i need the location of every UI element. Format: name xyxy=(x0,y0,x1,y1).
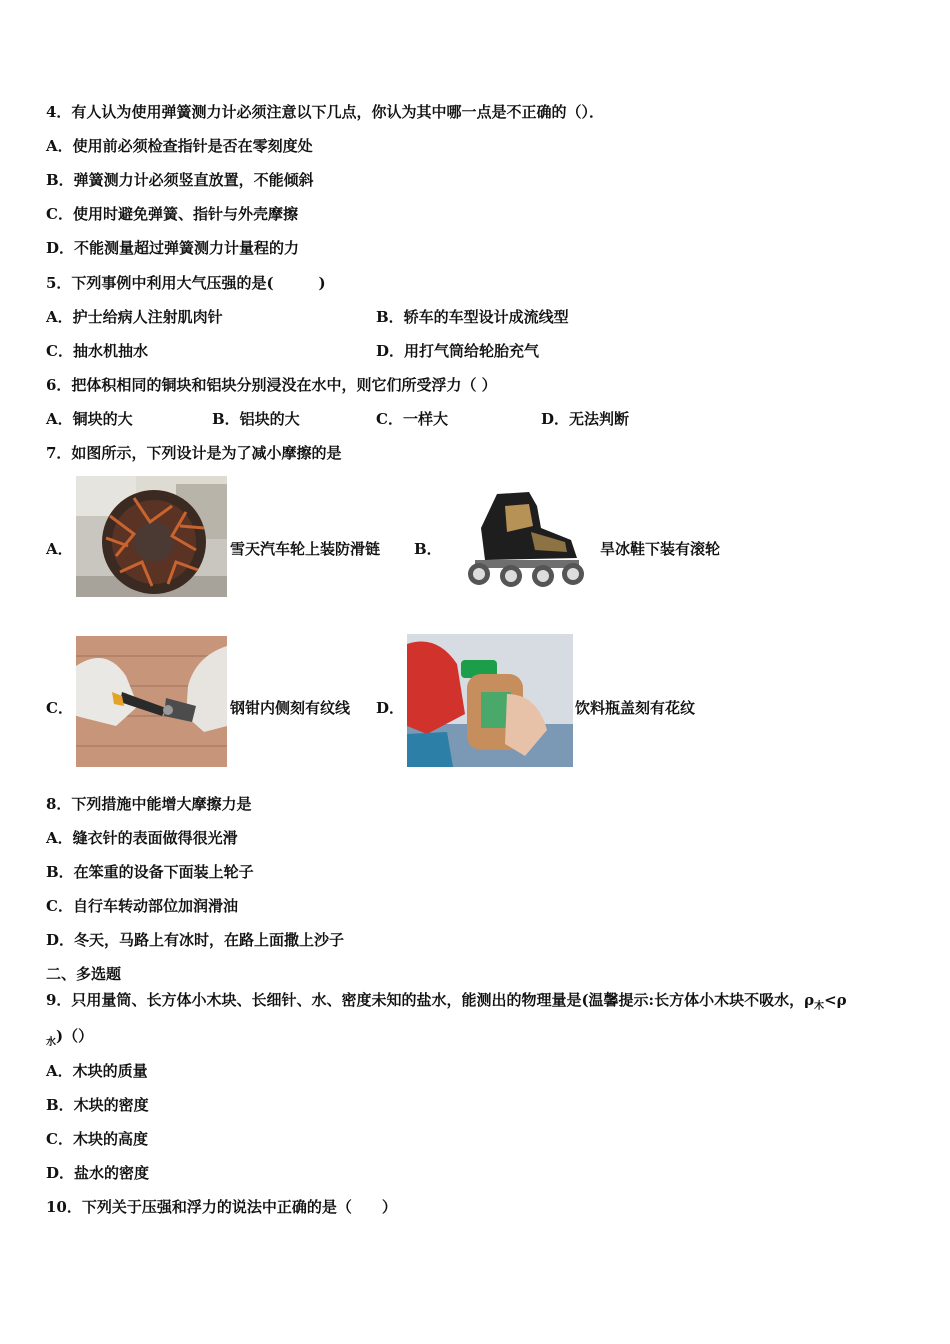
q9-option-c: C．木块的高度 xyxy=(46,1130,148,1148)
q4-option-b: B．弹簧测力计必须竖直放置，不能倾斜 xyxy=(46,171,314,189)
q10-stem: 10．下列关于压强和浮力的说法中正确的是（ ） xyxy=(46,1198,397,1216)
pliers-image xyxy=(76,636,227,767)
q8-stem: 8．下列措施中能增大摩擦力是 xyxy=(46,795,252,813)
q7-option-a-label: A． xyxy=(46,540,73,558)
q7-option-b-text: 旱冰鞋下装有滚轮 xyxy=(600,540,721,558)
q6-option-b: B．铝块的大 xyxy=(212,410,300,428)
q7-option-a-text: 雪天汽车轮上装防滑链 xyxy=(230,540,381,558)
q9-stem-main: 9．只用量筒、长方体小木块、长细针、水、密度未知的盐水，能测出的物理量是(温馨提示:长方体小木块不吸水，ρ xyxy=(46,991,815,1009)
q9-stem-cont xyxy=(46,1026,93,1053)
q4-option-d: D．不能测量超过弹簧测力计量程的力 xyxy=(46,239,300,257)
q7-option-c-label: C． xyxy=(46,699,73,717)
inline-skate-image xyxy=(445,488,596,591)
bottle-cap-image xyxy=(407,634,573,767)
q7-option-d-label: D． xyxy=(376,699,405,717)
q9-stem xyxy=(46,990,847,1017)
q9-lt-rho: <ρ xyxy=(824,991,847,1009)
q9-option-d: D．盐水的密度 xyxy=(46,1164,150,1182)
q5-option-a: A．护士给病人注射肌肉针 xyxy=(46,308,223,326)
q5-option-d: D．用打气筒给轮胎充气 xyxy=(376,342,540,360)
q4-option-c: C．使用时避免弹簧、指针与外壳摩擦 xyxy=(46,205,298,223)
snow-chain-tire-image xyxy=(76,476,227,597)
q6-stem: 6．把体积相同的铜块和铝块分别浸没在水中，则它们所受浮力（ ） xyxy=(46,376,497,394)
q4-stem: 4．有人认为使用弹簧测力计必须注意以下几点，你认为其中哪一点是不正确的（）． xyxy=(46,103,604,121)
q7-stem: 7．如图所示，下列设计是为了减小摩擦的是 xyxy=(46,444,342,462)
q7-option-b-label: B． xyxy=(414,540,442,558)
q5-option-b: B．轿车的车型设计成流线型 xyxy=(376,308,569,326)
q8-option-a: A．缝衣针的表面做得很光滑 xyxy=(46,829,238,847)
q6-option-d: D．无法判断 xyxy=(541,410,630,428)
q8-option-d: D．冬天，马路上有冰时，在路上面撒上沙子 xyxy=(46,931,345,949)
q5-option-c: C．抽水机抽水 xyxy=(46,342,148,360)
q8-option-c: C．自行车转动部位加润滑油 xyxy=(46,897,238,915)
q8-option-b: B．在笨重的设备下面装上轮子 xyxy=(46,863,254,881)
q9-sub-water: 水 xyxy=(46,1037,56,1048)
q6-option-c: C．一样大 xyxy=(376,410,448,428)
q9-option-b: B．木块的密度 xyxy=(46,1096,149,1114)
q6-option-a: A．铜块的大 xyxy=(46,410,133,428)
q7-option-c-text: 钢钳内侧刻有纹线 xyxy=(230,699,351,717)
q9-sub-wood: 木 xyxy=(814,1001,825,1012)
q9-option-a: A．木块的质量 xyxy=(46,1062,148,1080)
q5-stem: 5．下列事例中利用大气压强的是( ) xyxy=(46,274,326,292)
q4-option-a: A．使用前必须检查指针是否在零刻度处 xyxy=(46,137,313,155)
q7-option-d-text: 饮料瓶盖刻有花纹 xyxy=(575,699,696,717)
section-heading: 二、多选题 xyxy=(46,965,122,983)
q9-stem-end: )（） xyxy=(56,1027,94,1045)
